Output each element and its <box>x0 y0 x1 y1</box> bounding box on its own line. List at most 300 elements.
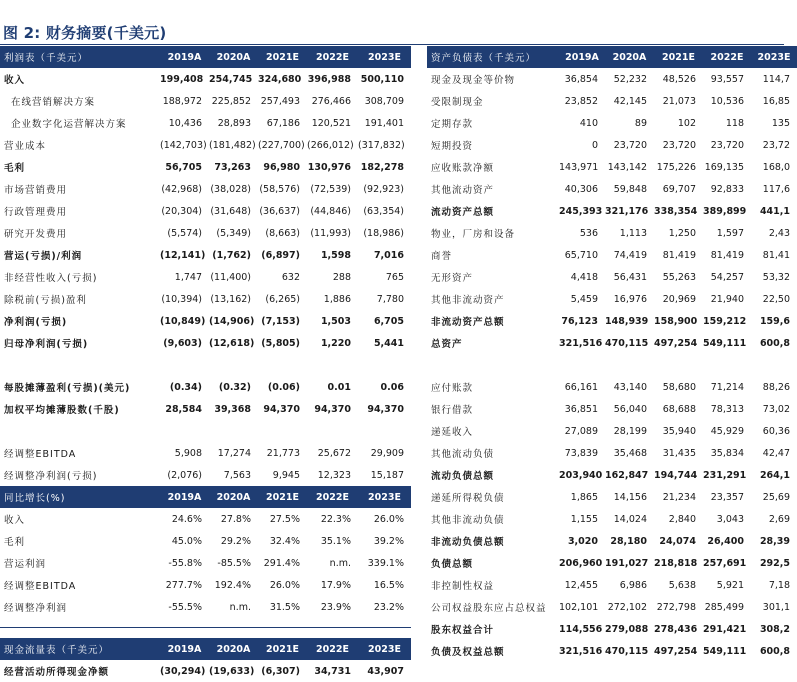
balance-sheet-body <box>427 46 797 662</box>
value-cell: 34,731 <box>314 665 351 677</box>
value-cell <box>559 354 605 376</box>
value-cell: 68,688 <box>662 403 696 415</box>
row-label: 营运利润 <box>4 559 47 570</box>
row-label: 经调整净利润 <box>4 603 68 614</box>
value-cell: 14,024 <box>613 513 647 525</box>
table-row <box>427 68 797 90</box>
table-row <box>0 200 411 222</box>
section-title: 利润表（千美元） <box>0 46 160 68</box>
value-cell: 39.2% <box>373 535 404 547</box>
value-cell <box>751 354 797 376</box>
row-label: 应收账款净额 <box>431 163 495 174</box>
row-label: 非流动负债总额 <box>431 537 505 548</box>
table-row <box>427 266 797 288</box>
value-cell: 203,940 <box>559 469 603 481</box>
value-cell: 118 <box>725 117 744 129</box>
value-cell: (11,993) <box>310 227 351 239</box>
value-cell: 45.0% <box>171 535 202 547</box>
value-cell: 58,680 <box>662 381 696 393</box>
value-cell: (10,849) <box>160 315 206 327</box>
value-cell: 35,468 <box>613 447 647 459</box>
value-cell: 632 <box>281 271 300 283</box>
table-row <box>427 112 797 134</box>
value-cell: 135 <box>771 117 790 129</box>
table-row <box>427 156 797 178</box>
value-cell: 5,459 <box>570 293 598 305</box>
value-cell: 24,074 <box>659 535 696 547</box>
value-cell: 1,598 <box>320 249 351 261</box>
value-cell: 143,971 <box>559 161 599 173</box>
value-cell: 600,8 <box>759 337 790 349</box>
value-cell: 74,419 <box>613 249 647 261</box>
row-label: 除税前(亏损)盈利 <box>4 295 87 306</box>
value-cell: 188,972 <box>162 95 202 107</box>
value-cell: (0.34) <box>169 381 202 393</box>
row-label: 应付账款 <box>431 383 474 394</box>
section-title: 现金流量表（千美元） <box>0 638 160 660</box>
table-row <box>0 244 411 266</box>
section-header-row <box>0 486 411 508</box>
value-cell: 272,102 <box>607 601 647 613</box>
value-cell: 23,852 <box>564 95 598 107</box>
value-cell: 0.06 <box>380 381 404 393</box>
year-header-cell: 2021E <box>258 46 307 68</box>
value-cell: 73,263 <box>214 161 251 173</box>
value-cell <box>307 420 358 442</box>
value-cell: 52,232 <box>613 73 647 85</box>
value-cell: 17.9% <box>320 579 351 591</box>
row-label: 营业成本 <box>4 141 47 152</box>
table-row <box>427 420 797 442</box>
row-label: 股东权益合计 <box>431 625 495 636</box>
value-cell: 192.4% <box>214 579 251 591</box>
value-cell: 54,257 <box>710 271 744 283</box>
year-header-cell: 2019A <box>160 486 209 508</box>
value-cell <box>307 354 358 376</box>
value-cell: 218,818 <box>654 557 698 569</box>
table-row <box>0 112 411 134</box>
row-label <box>0 354 160 376</box>
table-row <box>427 486 797 508</box>
value-cell: 396,988 <box>307 73 351 85</box>
value-cell: 25,69 <box>762 491 790 503</box>
value-cell: 10,536 <box>710 95 744 107</box>
table-row <box>427 574 797 596</box>
table-row <box>0 442 411 464</box>
year-header-cell: 2020A <box>209 638 258 660</box>
row-label: 营运(亏损)/利润 <box>4 251 83 262</box>
value-cell: (6,307) <box>261 665 300 677</box>
value-cell: 285,499 <box>704 601 744 613</box>
row-label: 在线营销解决方案 <box>11 97 96 108</box>
value-cell: (38,028) <box>210 183 251 195</box>
value-cell: 1,503 <box>320 315 351 327</box>
row-label: 银行借款 <box>431 405 474 416</box>
value-cell: 158,900 <box>654 315 698 327</box>
value-cell: 45,929 <box>710 425 744 437</box>
value-cell: (0.32) <box>218 381 251 393</box>
value-cell: 23,720 <box>710 139 744 151</box>
value-cell: 264,1 <box>759 469 790 481</box>
value-cell: (8,663) <box>265 227 300 239</box>
table-row <box>0 530 411 552</box>
value-cell: 81,41 <box>762 249 790 261</box>
table-row <box>0 134 411 156</box>
row-label: 收入 <box>4 515 26 526</box>
value-cell: 324,680 <box>258 73 302 85</box>
value-cell: 7,18 <box>768 579 790 591</box>
row-label <box>0 420 160 442</box>
value-cell: 48,526 <box>662 73 696 85</box>
table-row <box>0 222 411 244</box>
value-cell: 143,142 <box>607 161 647 173</box>
value-cell: 288 <box>332 271 351 283</box>
value-cell: 6,705 <box>373 315 404 327</box>
value-cell: 21,773 <box>266 447 300 459</box>
value-cell: 23,720 <box>613 139 647 151</box>
year-header-cell: 2023E <box>358 486 411 508</box>
value-cell: 194,744 <box>654 469 698 481</box>
value-cell <box>605 354 654 376</box>
row-label: 净利润(亏损) <box>4 317 68 328</box>
row-label: 商誉 <box>431 251 453 262</box>
value-cell: 2,43 <box>768 227 790 239</box>
value-cell: 43,140 <box>613 381 647 393</box>
table-row <box>0 376 411 398</box>
value-cell: (30,294) <box>160 665 206 677</box>
value-cell: 291.4% <box>263 557 300 569</box>
value-cell: 0.01 <box>327 381 351 393</box>
value-cell: 16,976 <box>613 293 647 305</box>
year-header-cell: 2022E <box>307 46 358 68</box>
year-header-cell: 2023E <box>751 46 797 68</box>
value-cell: 7,016 <box>373 249 404 261</box>
row-label: 递延所得税负债 <box>431 493 505 504</box>
value-cell: 27.5% <box>269 513 300 525</box>
year-header-cell: 2021E <box>258 638 307 660</box>
value-cell: 93,557 <box>710 73 744 85</box>
value-cell: 14,156 <box>613 491 647 503</box>
value-cell: (2,076) <box>167 469 202 481</box>
value-cell: 765 <box>385 271 404 283</box>
value-cell: 5,908 <box>174 447 202 459</box>
row-label <box>427 354 559 376</box>
row-label: 受限制现金 <box>431 97 484 108</box>
value-cell: 23,720 <box>662 139 696 151</box>
value-cell: 17,274 <box>217 447 251 459</box>
value-cell: (5,349) <box>216 227 251 239</box>
value-cell: 24.6% <box>171 513 202 525</box>
value-cell: 92,833 <box>710 183 744 195</box>
table-row <box>0 266 411 288</box>
value-cell: 81,419 <box>662 249 696 261</box>
row-label: 毛利 <box>4 537 26 548</box>
table-row <box>427 442 797 464</box>
value-cell <box>160 420 209 442</box>
value-cell: 31,435 <box>662 447 696 459</box>
value-cell <box>258 354 307 376</box>
value-cell: 35,940 <box>662 425 696 437</box>
value-cell: 102 <box>677 117 696 129</box>
table-row <box>427 200 797 222</box>
value-cell: 16,85 <box>762 95 790 107</box>
value-cell: 3,020 <box>567 535 598 547</box>
value-cell: 28,584 <box>165 403 202 415</box>
row-label: 短期投资 <box>431 141 474 152</box>
section-title: 同比增长(%) <box>0 486 160 508</box>
value-cell: 148,939 <box>605 315 649 327</box>
value-cell: 67,186 <box>266 117 300 129</box>
value-cell: (10,394) <box>161 293 202 305</box>
value-cell: 470,115 <box>605 337 649 349</box>
table-row <box>0 68 411 90</box>
value-cell: 56,040 <box>613 403 647 415</box>
cash-flow-body <box>0 638 411 682</box>
section-header-row <box>0 46 411 68</box>
value-cell: 410 <box>579 117 598 129</box>
value-cell: 168,0 <box>762 161 790 173</box>
table-row <box>427 222 797 244</box>
section-divider <box>0 627 411 628</box>
value-cell: (5,805) <box>261 337 300 349</box>
value-cell: 308,2 <box>759 623 790 635</box>
value-cell: 191,027 <box>605 557 649 569</box>
value-cell: 1,155 <box>570 513 598 525</box>
value-cell: 53,32 <box>762 271 790 283</box>
year-header-cell: 2020A <box>209 46 258 68</box>
value-cell: 5,638 <box>668 579 696 591</box>
value-cell <box>258 420 307 442</box>
value-cell: 96,980 <box>263 161 300 173</box>
row-label: 非经营性收入(亏损) <box>4 273 98 284</box>
value-cell: 69,707 <box>662 183 696 195</box>
value-cell: (36,637) <box>259 205 300 217</box>
value-cell: 31.5% <box>269 601 300 613</box>
cash-flow-table <box>0 638 411 682</box>
value-cell: 162,847 <box>605 469 649 481</box>
value-cell: (5,574) <box>167 227 202 239</box>
row-label: 总资产 <box>431 339 463 350</box>
row-label: 经调整EBITDA <box>4 449 77 460</box>
value-cell: 21,940 <box>710 293 744 305</box>
value-cell: 40,306 <box>564 183 598 195</box>
row-label: 加权平均摊薄股数(千股) <box>4 405 120 416</box>
value-cell: 4,418 <box>570 271 598 283</box>
value-cell: 159,6 <box>759 315 790 327</box>
value-cell: 2,69 <box>768 513 790 525</box>
value-cell: 278,436 <box>654 623 698 635</box>
value-cell <box>654 354 703 376</box>
value-cell: -55.5% <box>168 601 202 613</box>
value-cell: 26,400 <box>707 535 744 547</box>
table-row <box>427 464 797 486</box>
row-label: 定期存款 <box>431 119 474 130</box>
row-label: 行政管理费用 <box>4 207 68 218</box>
table-row <box>427 508 797 530</box>
value-cell: 277.7% <box>165 579 202 591</box>
value-cell: 65,710 <box>564 249 598 261</box>
value-cell: 16.5% <box>373 579 404 591</box>
table-row <box>427 376 797 398</box>
value-cell: 0 <box>591 139 598 151</box>
value-cell: 7,780 <box>376 293 404 305</box>
table-row <box>0 420 411 442</box>
value-cell: 169,135 <box>704 161 744 173</box>
year-header-cell: 2022E <box>307 638 358 660</box>
value-cell: 5,921 <box>716 579 744 591</box>
value-cell: 20,969 <box>662 293 696 305</box>
value-cell: 338,354 <box>654 205 698 217</box>
value-cell: (42,968) <box>161 183 202 195</box>
table-row <box>0 660 411 682</box>
value-cell: 81,419 <box>710 249 744 261</box>
value-cell: 23,72 <box>762 139 790 151</box>
row-label: 其他非流动负债 <box>431 515 505 526</box>
value-cell <box>703 354 751 376</box>
table-row <box>0 552 411 574</box>
value-cell: 339.1% <box>367 557 404 569</box>
value-cell: 39,368 <box>214 403 251 415</box>
row-label: 非控制性权益 <box>431 581 495 592</box>
value-cell: 15,187 <box>370 469 404 481</box>
value-cell <box>209 420 258 442</box>
value-cell: (12,618) <box>209 337 255 349</box>
value-cell: 35,834 <box>710 447 744 459</box>
value-cell: 59,848 <box>613 183 647 195</box>
row-label: 毛利 <box>4 163 26 174</box>
value-cell: 27,089 <box>564 425 598 437</box>
value-cell: 42,47 <box>762 447 790 459</box>
value-cell <box>358 354 411 376</box>
row-label: 市场营销费用 <box>4 185 68 196</box>
value-cell: 497,254 <box>654 645 698 657</box>
value-cell <box>358 420 411 442</box>
value-cell: (92,923) <box>363 183 404 195</box>
value-cell: 94,370 <box>314 403 351 415</box>
value-cell: 10,436 <box>168 117 202 129</box>
value-cell: 441,1 <box>759 205 790 217</box>
income-statement-table <box>0 46 411 618</box>
value-cell: 272,798 <box>656 601 696 613</box>
section-title: 资产负债表（千美元） <box>427 46 559 68</box>
table-row <box>427 134 797 156</box>
value-cell: 22,50 <box>762 293 790 305</box>
table-row <box>427 640 797 662</box>
table-row <box>0 354 411 376</box>
table-row <box>427 596 797 618</box>
value-cell: -55.8% <box>168 557 202 569</box>
value-cell: (18,986) <box>363 227 404 239</box>
value-cell: 32.4% <box>269 535 300 547</box>
row-label: 其他流动资产 <box>431 185 495 196</box>
value-cell: 43,907 <box>367 665 404 677</box>
row-label: 归母净利润(亏损) <box>4 339 89 350</box>
year-header-cell: 2020A <box>209 486 258 508</box>
table-row <box>0 156 411 178</box>
value-cell: 5,441 <box>373 337 404 349</box>
value-cell: (12,141) <box>160 249 206 261</box>
value-cell: 225,852 <box>211 95 251 107</box>
value-cell: 55,263 <box>662 271 696 283</box>
table-row <box>427 288 797 310</box>
value-cell: 497,254 <box>654 337 698 349</box>
value-cell: 66,161 <box>564 381 598 393</box>
value-cell: 73,839 <box>564 447 598 459</box>
table-row <box>0 464 411 486</box>
row-label: 经营活动所得现金净额 <box>4 667 110 678</box>
value-cell: 321,516 <box>559 337 603 349</box>
value-cell: 114,7 <box>762 73 790 85</box>
value-cell: (13,162) <box>210 293 251 305</box>
value-cell: 28,199 <box>613 425 647 437</box>
value-cell: 27.8% <box>220 513 251 525</box>
value-cell: 56,431 <box>613 271 647 283</box>
table-row <box>0 574 411 596</box>
row-label: 负债及权益总额 <box>431 647 505 658</box>
value-cell: 23,357 <box>710 491 744 503</box>
value-cell: 175,226 <box>656 161 696 173</box>
table-row <box>427 552 797 574</box>
value-cell: 1,220 <box>320 337 351 349</box>
value-cell: 3,043 <box>716 513 744 525</box>
value-cell: (9,603) <box>163 337 202 349</box>
value-cell: 254,745 <box>209 73 253 85</box>
value-cell: 28,180 <box>610 535 647 547</box>
value-cell: (6,897) <box>261 249 300 261</box>
row-label: 经调整净利润(亏损) <box>4 471 98 482</box>
value-cell: 301,1 <box>762 601 790 613</box>
value-cell: 26.0% <box>373 513 404 525</box>
value-cell: (317,832) <box>358 139 405 151</box>
value-cell: 78,313 <box>710 403 744 415</box>
value-cell: 28,893 <box>217 117 251 129</box>
value-cell: 60,36 <box>762 425 790 437</box>
value-cell: 36,851 <box>564 403 598 415</box>
value-cell: 88,26 <box>762 381 790 393</box>
value-cell: 28,39 <box>759 535 790 547</box>
table-row <box>427 530 797 552</box>
row-label: 递延收入 <box>431 427 474 438</box>
row-label: 经调整EBITDA <box>4 581 77 592</box>
year-header-cell: 2019A <box>160 46 209 68</box>
value-cell: (142,703) <box>160 139 207 151</box>
value-cell: 159,212 <box>703 315 747 327</box>
value-cell: 257,691 <box>703 557 747 569</box>
value-cell: (266,012) <box>307 139 354 151</box>
value-cell: 94,370 <box>367 403 404 415</box>
value-cell: (0.06) <box>267 381 300 393</box>
value-cell: 276,466 <box>311 95 351 107</box>
value-cell: (72,539) <box>310 183 351 195</box>
row-label: 负债总额 <box>431 559 474 570</box>
value-cell: 26.0% <box>269 579 300 591</box>
value-cell: 114,556 <box>559 623 603 635</box>
value-cell: 36,854 <box>564 73 598 85</box>
value-cell: 470,115 <box>605 645 649 657</box>
value-cell: 199,408 <box>160 73 204 85</box>
value-cell: 130,976 <box>307 161 351 173</box>
value-cell: 1,113 <box>619 227 647 239</box>
value-cell: 21,073 <box>662 95 696 107</box>
table-row <box>427 244 797 266</box>
value-cell: 1,886 <box>323 293 351 305</box>
value-cell: 6,986 <box>619 579 647 591</box>
section-header-row <box>427 46 797 68</box>
row-label: 其他非流动资产 <box>431 295 505 306</box>
year-header-cell: 2021E <box>258 486 307 508</box>
year-header-cell: 2022E <box>703 46 751 68</box>
row-label: 非流动资产总额 <box>431 317 505 328</box>
